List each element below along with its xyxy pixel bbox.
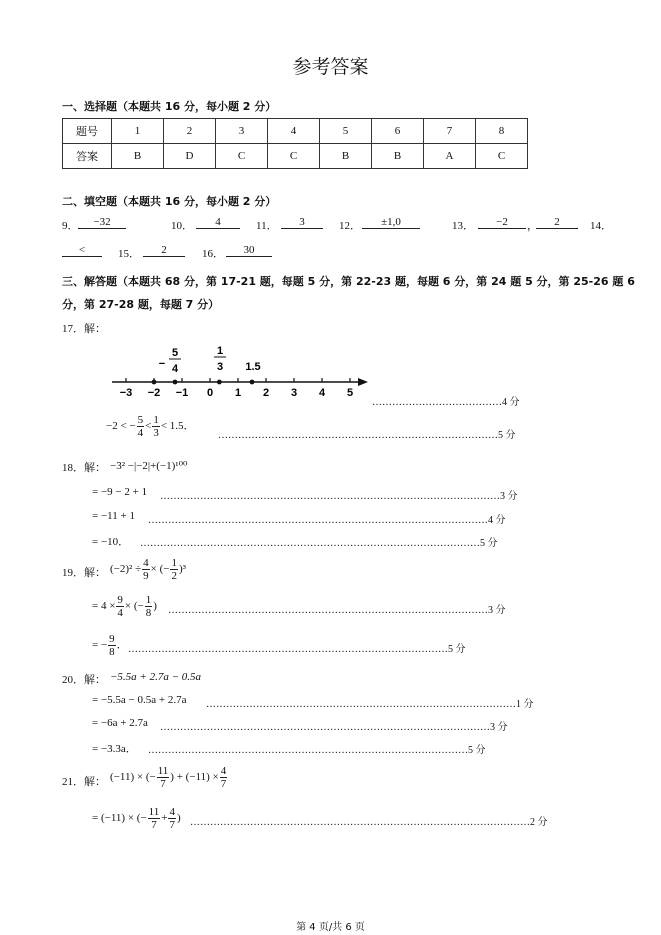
number-line-tick-label: −3 — [119, 387, 133, 399]
q19-step2: = − $\frac{9}{8}$ ． — [92, 633, 128, 658]
q18-step3: = −10． — [92, 536, 130, 548]
q16-answer: 30 — [226, 244, 272, 257]
q20-dots1: …………………………………………………………………………………1 分 — [206, 699, 534, 710]
fraction: $\frac{11}{7}$ — [148, 806, 160, 831]
q17-score2: …………………………………………………………………………5 分 — [218, 430, 516, 441]
number-line-tick-label: 2 — [262, 387, 270, 399]
q19-dots2: ……………………………………………………………………………………5 分 — [128, 644, 466, 655]
fraction: $\frac{5}{4}$ — [137, 414, 144, 439]
table-cell: 题号 — [63, 119, 112, 144]
table-cell: B — [320, 144, 372, 169]
q19-label: 19．解： — [62, 567, 106, 579]
q13-answer-a: −2 — [478, 216, 526, 229]
q13-separator: ， — [527, 220, 538, 232]
q17-label: 17．解： — [62, 323, 106, 335]
page-title: 参考答案 — [292, 56, 369, 78]
ineq-text: < — [145, 420, 152, 433]
number-line-tick-label: 5 — [346, 387, 354, 399]
point-label-denominator: 4 — [171, 363, 179, 375]
q18-dots1: …………………………………………………………………………………………3 分 — [160, 491, 518, 502]
q13-number: 13． — [452, 220, 474, 232]
q18-dots3: …………………………………………………………………………………………5 分 — [140, 538, 498, 549]
q20-expression: −5.5a + 2.7a − 0.5a — [110, 671, 202, 683]
table-cell: 4 — [268, 119, 320, 144]
q20-step2: = −6a + 2.7a — [92, 717, 148, 729]
table-cell: A — [424, 144, 476, 169]
ineq-text: −2 < − — [106, 420, 136, 433]
number-line-tick-label: 1 — [234, 387, 242, 399]
table-cell: 2 — [164, 119, 216, 144]
fraction: $\frac{9}{8}$ — [109, 633, 115, 658]
q18-expression: −3² −|−2|+(−1)¹⁰⁰ — [110, 460, 188, 472]
q14-answer: < — [62, 244, 102, 257]
number-line-point — [250, 380, 255, 385]
number-line-point — [152, 380, 157, 385]
point-label-numerator: 1 — [216, 345, 224, 357]
q21-label: 21．解： — [62, 776, 106, 788]
table-cell: 6 — [372, 119, 424, 144]
q21-step1: = (−11) × (− $\frac{11}{7}$ + $\frac{4}{7}$ ) — [92, 806, 181, 831]
q12-number: 12． — [339, 220, 361, 232]
q21-expression: (−11) × (− $\frac{11}{7}$ ) + (−11) × $\frac{4}{7}$ — [110, 765, 227, 790]
ineq-text: < 1.5． — [160, 420, 195, 433]
q17-score1: …………………………………4 分 — [372, 397, 520, 408]
point-label-denominator: 3 — [216, 361, 224, 373]
point-label-numerator: 5 — [171, 347, 179, 359]
number-line-point — [173, 380, 178, 385]
table-cell: 7 — [424, 119, 476, 144]
fraction: $\frac{1}{2}$ — [171, 557, 177, 582]
number-line-tick-label: −2 — [147, 387, 161, 399]
q10-answer: 4 — [196, 216, 240, 229]
q17-inequality — [106, 414, 195, 439]
table-cell: B — [112, 144, 164, 169]
q9-number: 9． — [62, 220, 79, 232]
q15-number: 15． — [118, 248, 140, 260]
table-cell: 3 — [216, 119, 268, 144]
table-cell: C — [476, 144, 528, 169]
q18-step2: = −11 + 1 — [92, 510, 135, 522]
table-row — [63, 119, 528, 144]
table-cell: 5 — [320, 119, 372, 144]
fraction: $\frac{9}{4}$ — [117, 594, 123, 619]
q15-answer: 2 — [143, 244, 185, 257]
section2-heading: 二、填空题（本题共 16 分，每小题 2 分） — [62, 195, 277, 208]
number-line-point — [217, 380, 222, 385]
table-cell: D — [164, 144, 216, 169]
q18-step1: = −9 − 2 + 1 — [92, 486, 148, 498]
q19-expression: (−2)² ÷ $\frac{4}{9}$ × (− $\frac{1}{2}$ )³ — [110, 557, 186, 582]
table-cell: 8 — [476, 119, 528, 144]
number-line — [100, 340, 380, 400]
q14-number: 14． — [590, 220, 612, 232]
q20-step3: = −3.3a． — [92, 743, 137, 755]
fraction: $\frac{11}{7}$ — [157, 765, 169, 790]
table-cell: C — [268, 144, 320, 169]
q11-answer: 3 — [281, 216, 323, 229]
fraction: $\frac{1}{3}$ — [153, 414, 159, 439]
fraction: $\frac{4}{7}$ — [169, 806, 175, 831]
q21-dots1: …………………………………………………………………………………………2 分 — [190, 817, 548, 828]
q19-step1: = 4 × $\frac{9}{4}$ × (− $\frac{1}{8}$ ) — [92, 594, 157, 619]
q13-answer-b: 2 — [536, 216, 578, 229]
table-row — [63, 144, 528, 169]
number-line-tick-label: 0 — [206, 387, 214, 399]
q9-answer: −32 — [78, 216, 126, 229]
fraction: $\frac{4}{7}$ — [220, 765, 227, 790]
table-cell: C — [216, 144, 268, 169]
q20-step1: = −5.5a − 0.5a + 2.7a — [92, 694, 187, 706]
point-label-sign: − — [158, 358, 166, 370]
q18-dots2: …………………………………………………………………………………………4 分 — [148, 515, 506, 526]
fraction: $\frac{4}{9}$ — [143, 557, 149, 582]
q10-number: 10． — [171, 220, 193, 232]
point-label-text: 1.5 — [245, 361, 261, 373]
section3-heading-line2: 分，第 27-28 题，每题 7 分） — [62, 298, 220, 311]
q12-answer: ±1,0 — [362, 216, 420, 229]
q11-number: 11． — [256, 220, 278, 232]
fraction: $\frac{1}{8}$ — [145, 594, 152, 619]
number-line-arrow — [358, 378, 368, 386]
table-cell: 1 — [112, 119, 164, 144]
q18-label: 18．解： — [62, 462, 106, 474]
number-line-tick-label: 3 — [290, 387, 298, 399]
table-cell: B — [372, 144, 424, 169]
section1-heading: 一、选择题（本题共 16 分，每小题 2 分） — [62, 100, 277, 113]
table-cell: 答案 — [63, 144, 112, 169]
q20-dots3: ……………………………………………………………………………………5 分 — [148, 745, 486, 756]
q16-number: 16． — [202, 248, 224, 260]
q20-label: 20．解： — [62, 674, 106, 686]
answer-table — [62, 118, 528, 169]
q20-dots2: ………………………………………………………………………………………3 分 — [160, 722, 508, 733]
section3-heading-line1: 三、解答题（本题共 68 分，第 17-21 题，每题 5 分，第 22-23 题，每题 6 分，第 24 题 5 分，第 25-26 题 6 — [62, 275, 635, 288]
number-line-tick-label: 4 — [318, 387, 326, 399]
page-footer: 第 4 页/共 6 页 — [296, 922, 365, 933]
number-line-tick-label: −1 — [175, 387, 189, 399]
q19-dots1: ……………………………………………………………………………………3 分 — [168, 605, 506, 616]
